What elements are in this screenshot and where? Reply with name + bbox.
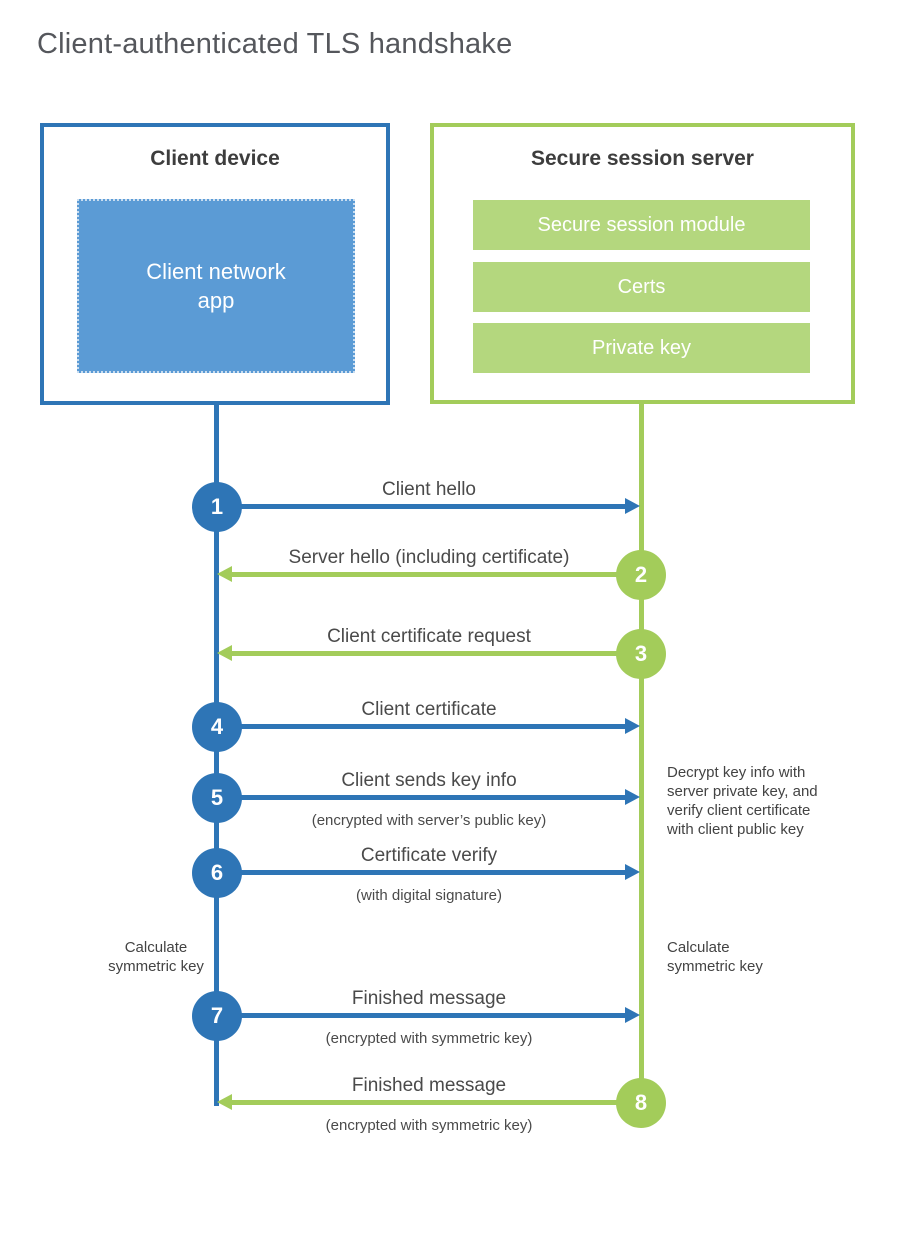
message-label-step-2: Server hello (including certificate) [288,547,570,568]
step-badge-3: 3 [616,629,666,679]
message-sublabel-step-7: (encrypted with symmetric key) [325,1030,533,1047]
message-sublabel-step-5: (encrypted with server’s public key) [311,812,547,829]
message-label-step-8: Finished message [351,1075,507,1096]
step-badge-1: 1 [192,482,242,532]
message-label-step-1: Client hello [382,479,476,500]
page-title: Client-authenticated TLS handshake [37,28,513,60]
client-to-server-arrow-step-5 [217,795,625,800]
client-to-server-arrow-step-4 [217,724,625,729]
server-module-label: Private key [592,336,691,359]
message-label-step-3: Client certificate request [327,626,531,647]
message-label-step-7: Finished message [351,988,507,1009]
client-to-server-arrow-step-1 [217,504,625,509]
client-device-box [40,123,390,405]
server-module-certs [473,262,810,312]
message-label-step-4: Client certificate [361,699,497,720]
client-to-server-arrow-step-6 [217,870,625,875]
client-to-server-arrow-step-7 [217,1013,625,1018]
server-module-private-key [473,323,810,373]
message-label-step-5: Client sends key info [341,770,517,791]
secure-session-server-box [430,123,855,404]
server-to-client-arrow-step-8 [232,1100,641,1105]
step-badge-7: 7 [192,991,242,1041]
step-badge-6: 6 [192,848,242,898]
client-device-title: Client device [150,147,280,170]
secure-session-server-title: Secure session server [531,147,754,170]
client-network-app-label: Client network app [146,259,286,313]
message-label-step-6: Certificate verify [360,845,498,866]
server-to-client-arrow-step-3 [232,651,641,656]
step-badge-5: 5 [192,773,242,823]
step-badge-8: 8 [616,1078,666,1128]
message-sublabel-step-6: (with digital signature) [356,887,502,904]
server-module-secure-session [473,200,810,250]
step-badge-4: 4 [192,702,242,752]
server-module-label: Certs [617,275,666,298]
client-network-app-box [77,199,355,373]
server-to-client-arrow-step-2 [232,572,641,577]
server-module-label: Secure session module [537,213,746,236]
message-sublabel-step-8: (encrypted with symmetric key) [325,1117,533,1134]
client-calculate-symmetric-key-note: Calculate symmetric key [108,939,204,975]
server-decrypt-note: Decrypt key info with server private key, and verify client certificate with client public key [667,764,818,838]
step-badge-2: 2 [616,550,666,600]
server-calculate-symmetric-key-note: Calculate symmetric key [667,939,763,975]
